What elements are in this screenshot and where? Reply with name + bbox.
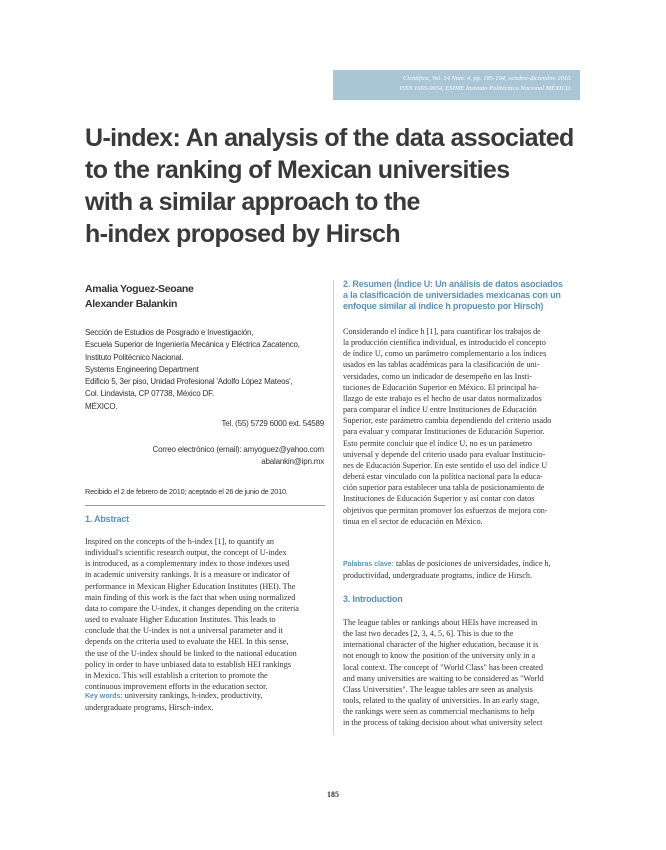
title-line: U-index: An analysis of the data associated bbox=[85, 124, 574, 152]
title-line: with a similar approach to the bbox=[85, 188, 420, 216]
resumen-line: tinua en el sector de educación en México. bbox=[343, 516, 483, 526]
paper-title bbox=[85, 122, 605, 250]
affiliation bbox=[85, 327, 300, 413]
resumen-line: deberá estar vinculado con la política nacional para la educa- bbox=[343, 472, 543, 482]
email-line: abalankin@ipn.mx bbox=[261, 457, 324, 467]
abstract-line: is introduced, as a complementary index to those indexes used bbox=[85, 559, 290, 569]
journal-info-box bbox=[333, 70, 580, 100]
email-block bbox=[153, 444, 324, 469]
resumen-line: objetivos que permitan promover los esfuerzos de mejora con- bbox=[343, 505, 548, 515]
affiliation-line: Instituto Politécnico Nacional. bbox=[85, 352, 184, 362]
abstract-body bbox=[85, 536, 326, 692]
abstract-line: data to compare the U-index, it changes depending on the criteria bbox=[85, 603, 299, 613]
resumen-body bbox=[343, 326, 583, 527]
affiliation-line: Escuela Superior de Ingeniería Mecánica y Eléctrica Zacatenco, bbox=[85, 340, 300, 350]
abstract-line: conclude that the U-index is not a universal parameter and it bbox=[85, 626, 283, 636]
author-name: Alexander Balankin bbox=[85, 298, 178, 310]
resumen-line: Instituciones de Educación Superior y así contar con datos bbox=[343, 494, 535, 504]
email-line: Correo electrónico (email): amyoguez@yahoo.com bbox=[152, 445, 324, 454]
resumen-keywords bbox=[343, 558, 583, 581]
resumen-line: para comparar el índice U entre Instituciones de Educación bbox=[343, 405, 537, 415]
keywords-text: productividad, undergraduate programs, índice de Hirsch. bbox=[343, 571, 533, 581]
abstract-line: in academic university rankings. It is a measure or indicator of bbox=[85, 570, 290, 580]
abstract-keywords bbox=[85, 690, 326, 713]
abstract-line: in Mexico. This will establish a criterion to promote the bbox=[85, 670, 268, 680]
introduction-line: Class Universities". The league tables are seen as analysis bbox=[343, 684, 533, 694]
introduction-line: in the process of taking decision about what university select bbox=[343, 718, 543, 728]
resumen-line: Superior, este parámetro cambia dependiendo del criterio usado bbox=[343, 416, 552, 426]
resumen-line: tuciones de Educación Superior en México. El principal ha- bbox=[343, 382, 539, 392]
column-divider bbox=[333, 280, 334, 735]
affiliation-line: Edificio 5, 3er piso, Unidad Profesional 'Adolfo López Mateos', bbox=[85, 377, 293, 387]
resumen-line: nes de Educación Superior. En este sentido el uso del índice U bbox=[343, 460, 548, 470]
resumen-line: universal y depende del criterio usado para evaluar Institucio- bbox=[343, 449, 546, 459]
journal-issn: ISSN 1665-0654, ESIME Instituto Politécnico Nacional MÉXICO. bbox=[399, 85, 572, 92]
resumen-heading bbox=[343, 279, 563, 312]
affiliation-line: Systems Engineering Department bbox=[85, 364, 199, 374]
keywords-label: Key words: bbox=[85, 693, 123, 700]
resumen-heading-line: 2. Resumen (Índice U: Un análisis de datos asociados bbox=[343, 279, 563, 289]
affiliation-line: Sección de Estudios de Posgrado e Investigación, bbox=[85, 328, 254, 337]
introduction-line: international character of the higher education, because it is bbox=[343, 640, 539, 650]
resumen-line: de índice U, como un parámetro complementario a los índices bbox=[343, 349, 547, 359]
resumen-heading-line: a la clasificación de universidades mexicanas con un bbox=[343, 290, 561, 300]
keywords-label: Palabras clave: bbox=[343, 561, 394, 568]
abstract-line: individual's scientific research output, the concept of U-index bbox=[85, 548, 287, 558]
introduction-heading bbox=[343, 594, 403, 605]
introduction-line: The league tables or rankings about HEIs have increased in bbox=[343, 618, 538, 627]
abstract-line: policy in order to have unbiased data to establish HEI rankings bbox=[85, 659, 291, 669]
introduction-line: not enough to know the position of the university only in a bbox=[343, 651, 536, 661]
resumen-line: llazgo de este trabajo es el hecho de usar datos normalizados bbox=[343, 393, 542, 403]
resumen-line: versidades, como un indicador de desempeño en las Insti- bbox=[343, 371, 532, 381]
resumen-line: usados en las tablas académicas para la clasificación de uni- bbox=[343, 360, 540, 370]
abstract-line: continuous improvement efforts in the education sector. bbox=[85, 682, 268, 692]
introduction-body bbox=[343, 617, 583, 729]
abstract-line: performance in Mexican Higher Education Institutes (HEI). The bbox=[85, 581, 296, 591]
keywords-text: undergraduate programs, Hirsch-index. bbox=[85, 703, 214, 713]
page-number: 185 bbox=[327, 790, 339, 799]
author-list bbox=[85, 282, 194, 312]
affiliation-line: MÉXICO. bbox=[85, 401, 118, 411]
resumen-line: la producción científica individual, es introducido el concepto bbox=[343, 338, 546, 348]
abstract-line: Inspired on the concepts of the h-index [1], to quantify an bbox=[85, 537, 274, 546]
introduction-line: local context. The concept of "World Class" has been created bbox=[343, 662, 544, 672]
title-line: to the ranking of Mexican universities bbox=[85, 156, 510, 184]
introduction-line: and many universities are waiting to be considered as "World bbox=[343, 673, 544, 683]
abstract-line: used to evaluate Higher Education Institutes. This leads to bbox=[85, 615, 276, 625]
keywords-text: tablas de posiciones de universidades, índice h, bbox=[393, 559, 551, 568]
resumen-line: ción superior para establecer una tabla de posicionamiento de bbox=[343, 483, 545, 493]
affiliation-line: Col. Lindavista, CP 07738, México DF. bbox=[85, 389, 214, 399]
resumen-heading-line: enfoque similar al índice h propuesto por Hirsch) bbox=[343, 301, 544, 311]
abstract-line: depends on the criteria used to evaluate the HEI. In this sense, bbox=[85, 637, 289, 647]
introduction-line: the rankings were seen as commercial mechanisms to help bbox=[343, 707, 535, 717]
journal-citation: Científica, Vol. 14 Núm. 4, pp. 185-194, octubre-diciembre 2010. bbox=[402, 75, 572, 82]
abstract-line: main finding of this work is the fact that when using normalized bbox=[85, 592, 296, 602]
author-name: Amalia Yoguez-Seoane bbox=[85, 283, 194, 295]
abstract-line: the use of the U-index should be linked to the national education bbox=[85, 648, 297, 658]
introduction-heading-text: 3. Introduction bbox=[343, 594, 403, 604]
title-line: h-index proposed by Hirsch bbox=[85, 220, 401, 248]
divider bbox=[85, 505, 325, 506]
resumen-line: Esto permite concluir que el índice U, no es un parámetro bbox=[343, 438, 532, 448]
keywords-text: university rankings, h-index, productivity, bbox=[122, 691, 263, 700]
abstract-heading bbox=[85, 514, 129, 525]
resumen-line: para evaluar y comparar Instituciones de Educación Superior. bbox=[343, 427, 545, 437]
introduction-line: tools, related to the quality of universities. In an early stage, bbox=[343, 696, 540, 706]
introduction-line: the last two decades [2, 3, 4, 5, 6]. This is due to the bbox=[343, 629, 514, 639]
resumen-line: Considerando el índice h [1], para cuantificar los trabajos de bbox=[343, 327, 541, 336]
telephone: Tel. (55) 5729 6000 ext. 54589 bbox=[221, 419, 324, 428]
abstract-heading-text: 1. Abstract bbox=[85, 514, 129, 524]
received-date: Recibido el 2 de febrero de 2010; aceptado el 26 de junio de 2010. bbox=[85, 487, 288, 496]
